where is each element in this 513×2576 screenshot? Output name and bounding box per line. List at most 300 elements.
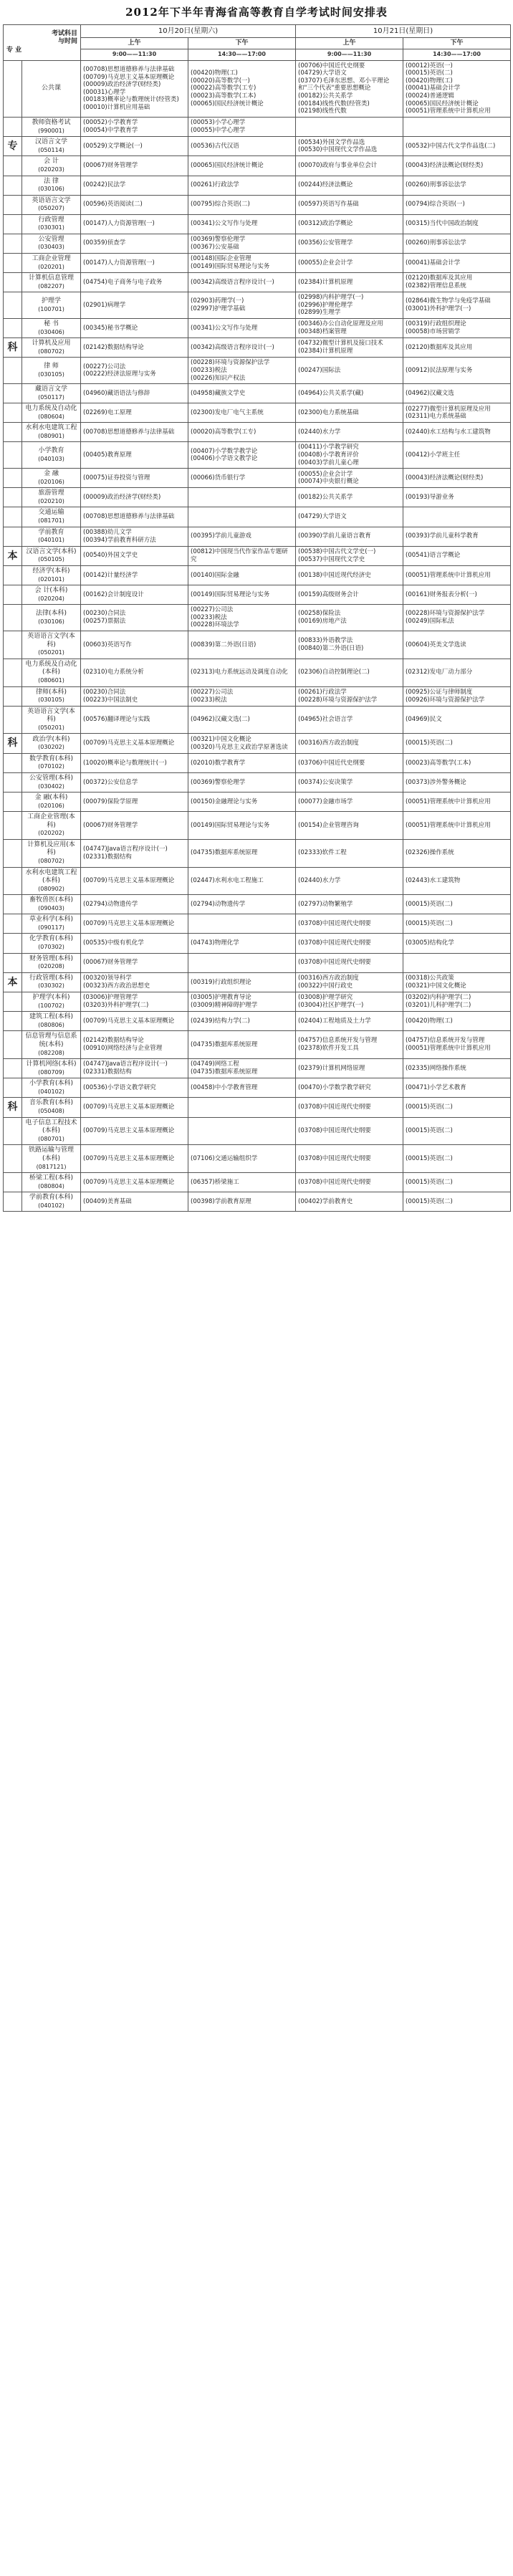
exam-cell-day1-am	[81, 214, 188, 234]
exam-cell-day2-am	[296, 1078, 403, 1098]
major-cell	[22, 318, 81, 337]
exam-cell-day1-pm	[188, 772, 296, 792]
major-name: 汉语言文学(本科)	[26, 547, 77, 555]
exam-course: (06357)桥梁施工	[191, 1178, 239, 1186]
exam-cell-day2-pm	[403, 734, 511, 753]
exam-cell-day2-am	[296, 423, 403, 442]
exam-cell-day2-am	[296, 934, 403, 953]
exam-course: (00015)英语(二)	[406, 1178, 453, 1186]
exam-cell-day1-pm	[188, 272, 296, 292]
level-cell	[4, 1192, 22, 1212]
header-day1: 10月20日(星期六)	[81, 24, 296, 37]
exam-cell-day2-pm	[403, 934, 511, 953]
level-cell	[4, 384, 22, 403]
exam-cell-day2-pm	[403, 546, 511, 565]
exam-course: (02142)数据结构导论	[83, 343, 144, 351]
exam-course: (00142)计量经济学	[83, 571, 138, 579]
exam-course: (04735)数据库系统原理	[191, 1040, 258, 1048]
exam-cell-day1-pm	[188, 117, 296, 136]
header-day1-pm-time: 14:30——17:00	[188, 49, 296, 60]
major-name: 工商企业管理(本科)	[27, 813, 75, 829]
major-cell	[22, 442, 81, 469]
exam-cell-day1-am	[81, 1031, 188, 1059]
major-code: (020101)	[38, 575, 64, 583]
exam-course: (00075)证券投资与管理	[83, 474, 150, 482]
exam-cell-day2-pm	[403, 234, 511, 253]
exam-course: (00161)财务报表分析(一)	[406, 590, 477, 598]
exam-course: (00316)西方政治制度	[298, 975, 359, 982]
level-cell	[4, 953, 22, 972]
document-title: 2012年下半年青海省高等教育自学考试时间安排表	[125, 6, 388, 19]
exam-cell-day2-pm	[403, 686, 511, 706]
exam-course: (00322)中国行政史	[298, 982, 353, 990]
exam-course: (00009)政治经济学(财经类)	[83, 81, 161, 89]
major-name: 会 计(本科)	[34, 587, 68, 595]
exam-cell-day1-am	[81, 253, 188, 272]
exam-course: (00536)古代汉语	[191, 142, 239, 150]
exam-cell-day1-pm	[188, 137, 296, 156]
exam-course: (00925)公证与律师制度	[406, 688, 473, 696]
major-cell	[22, 527, 81, 546]
major-cell	[22, 117, 81, 136]
exam-course: (03708)中国近现代史纲要	[298, 920, 371, 928]
major-cell	[22, 156, 81, 176]
major-name: 交通运输	[38, 509, 64, 517]
exam-course: (00323)西方政治思想史	[83, 982, 150, 990]
exam-cell-day1-am	[81, 772, 188, 792]
exam-cell-day1-am	[81, 686, 188, 706]
exam-course: (02120)数据库及其应用	[406, 343, 473, 351]
exam-cell-day2-pm	[403, 1117, 511, 1145]
table-row	[4, 566, 511, 585]
exam-cell-day2-pm	[403, 1173, 511, 1192]
level-cell	[4, 867, 22, 895]
exam-course: (00226)知识产权法	[191, 374, 246, 382]
exam-course: (03708)中国近现代史纲要	[298, 1154, 371, 1162]
exam-cell-day1-pm	[188, 234, 296, 253]
header-day2-am-time: 9:00——11:30	[296, 49, 403, 60]
major-code: (100702)	[38, 1002, 64, 1009]
major-cell	[22, 1078, 81, 1098]
exam-course: (00024)普通逻辑	[406, 92, 454, 100]
exam-course: (02310)电力系统分析	[83, 669, 144, 676]
exam-course: (00230)合同法	[83, 688, 126, 696]
major-code: (080701)	[38, 1135, 64, 1142]
major-cell	[22, 867, 81, 895]
exam-course: (00228)环境法学	[191, 621, 239, 629]
major-name: 政治学(本科)	[32, 735, 70, 743]
level-cell	[4, 566, 22, 585]
exam-course: (00067)财务管理学	[83, 162, 138, 170]
exam-cell-day1-am	[81, 117, 188, 136]
major-cell	[22, 1031, 81, 1059]
major-name: 会 计	[44, 158, 59, 166]
major-code: (050114)	[38, 146, 64, 153]
exam-cell-day1-pm	[188, 659, 296, 686]
level-cell	[4, 195, 22, 214]
exam-course: (03203)外科护理学(二)	[83, 1002, 149, 1010]
exam-cell-day2-pm	[403, 706, 511, 734]
major-name: 电力系统及自动化	[25, 405, 77, 413]
table-row	[4, 1098, 511, 1117]
exam-course: (00356)公安管理学	[298, 239, 353, 247]
exam-cell-day1-am	[81, 839, 188, 867]
exam-cell-day1-am	[81, 895, 188, 914]
table-row	[4, 156, 511, 176]
exam-course: (03708)中国近现代史纲要	[298, 1103, 371, 1111]
level-label: 科	[7, 341, 18, 353]
major-name: 草业科学(本科)	[29, 916, 74, 924]
table-row	[4, 1058, 511, 1078]
exam-course: (00536)小学语文教学研究	[83, 1083, 156, 1091]
exam-course: (00408)小学教育评价	[298, 451, 359, 459]
exam-course: (00193)导游业务	[406, 494, 454, 502]
table-row	[4, 895, 511, 914]
exam-cell-day1-pm	[188, 867, 296, 895]
exam-cell-day2-am	[296, 253, 403, 272]
major-code: (020210)	[38, 498, 64, 505]
exam-course: (00020)高等数学(工专)	[191, 428, 256, 436]
table-row	[4, 934, 511, 953]
major-code: (030302)	[38, 982, 64, 990]
major-cell	[22, 176, 81, 195]
exam-course: (00067)财务管理学	[83, 959, 138, 967]
exam-course: (00260)刑事诉讼法学	[406, 181, 466, 189]
exam-course: (02312)发电厂动力部分	[406, 669, 473, 676]
major-code: (030106)	[38, 618, 64, 625]
major-code: (030202)	[38, 744, 64, 751]
header-day1-pm: 下午	[188, 37, 296, 49]
major-name: 律 师	[44, 363, 59, 370]
major-code: (082208)	[38, 1049, 64, 1056]
exam-cell-day2-am	[296, 792, 403, 811]
exam-cell-day2-pm	[403, 442, 511, 469]
level-cell	[4, 358, 22, 384]
exam-course: (04732)微型计算机及接口技术	[298, 340, 383, 348]
exam-course: (00812)中国现当代作家作品专题研究	[191, 548, 288, 563]
major-name: 公安管理(本科)	[29, 774, 74, 782]
level-cell	[4, 1012, 22, 1031]
header-day1-am-time: 9:00——11:30	[81, 49, 188, 60]
table-row	[4, 1117, 511, 1145]
level-cell	[4, 1058, 22, 1078]
table-row	[4, 469, 511, 488]
major-name: 金 融	[44, 470, 59, 478]
exam-cell-day2-pm	[403, 1098, 511, 1117]
exam-cell-day2-pm	[403, 631, 511, 659]
exam-cell-day1-pm	[188, 546, 296, 565]
major-code: (050201)	[38, 724, 64, 732]
major-code: (090403)	[38, 905, 64, 912]
exam-course: (00320)领导科学	[83, 975, 132, 982]
exam-course: (00530)中国现代文学作品选	[298, 146, 378, 154]
table-row	[4, 914, 511, 934]
major-code: (070302)	[38, 944, 64, 951]
exam-course: (00316)西方政治制度	[298, 739, 359, 747]
exam-cell-day1-am	[81, 953, 188, 972]
exam-cell-day2-am	[296, 117, 403, 136]
exam-course: (00070)政府与事业单位会计	[298, 162, 378, 170]
major-name: 汉语言文学	[35, 138, 68, 146]
exam-course: (03006)护理管理学	[83, 994, 138, 1002]
exam-course: (00010)计算机应用基础	[83, 104, 150, 112]
major-code: (020106)	[38, 478, 64, 485]
exam-cell-day2-pm	[403, 812, 511, 840]
table-row	[4, 972, 511, 992]
major-code: (030105)	[38, 696, 64, 704]
major-code: (040102)	[38, 1088, 64, 1095]
major-name: 计算机网络(本科)	[26, 1060, 77, 1068]
level-cell	[4, 1078, 22, 1098]
exam-cell-day2-pm	[403, 1058, 511, 1078]
exam-course: (00015)英语(二)	[406, 1103, 453, 1111]
exam-course: (00052)小学教育学	[83, 119, 138, 127]
exam-cell-day1-pm	[188, 895, 296, 914]
exam-cell-day1-am	[81, 137, 188, 156]
exam-cell-day2-am	[296, 488, 403, 507]
exam-course: (04747)Java语言程序设计(一)	[83, 846, 168, 853]
exam-cell-day1-am	[81, 195, 188, 214]
exam-cell-day2-am	[296, 337, 403, 357]
exam-cell-day2-pm	[403, 772, 511, 792]
table-row	[4, 1078, 511, 1098]
exam-cell-day1-pm	[188, 631, 296, 659]
exam-course: (02404)工程地质及土力学	[298, 1017, 371, 1025]
exam-course: (00031)心理学	[83, 88, 126, 96]
exam-cell-day2-am	[296, 1098, 403, 1117]
exam-course: (00015)英语(二)	[406, 1154, 453, 1162]
exam-cell-day1-am	[81, 867, 188, 895]
level-label: 专	[7, 140, 18, 153]
exam-cell-day2-am	[296, 384, 403, 403]
exam-course: (00926)环境与资源保护法学	[406, 696, 485, 704]
exam-cell-day1-pm	[188, 992, 296, 1012]
exam-cell-day2-am	[296, 659, 403, 686]
major-code: (0817121)	[36, 1163, 67, 1170]
exam-course: (00149)国际贸易理论与实务	[191, 821, 270, 829]
major-name: 信息管理与信息系统(本科)	[25, 1033, 77, 1048]
exam-course: (00233)税法	[191, 696, 227, 704]
exam-course: (00342)高级语言程序设计(一)	[191, 278, 274, 286]
exam-cell-day1-am	[81, 605, 188, 631]
level-cell	[4, 234, 22, 253]
exam-course: (00055)中学心理学	[191, 126, 246, 134]
exam-course: (00077)金融市场学	[298, 798, 353, 805]
major-code: (030402)	[38, 782, 64, 790]
schedule-body	[4, 60, 511, 1212]
exam-cell-day2-am	[296, 1058, 403, 1078]
major-name: 旅游管理	[38, 489, 64, 497]
table-row	[4, 1012, 511, 1031]
exam-course: (00051)管理系统中计算机应用	[406, 798, 491, 805]
exam-course: (00372)公安信息学	[83, 778, 138, 786]
major-code: (020202)	[38, 830, 64, 837]
exam-cell-day2-pm	[403, 839, 511, 867]
table-row	[4, 839, 511, 867]
exam-course: (00227)公司法	[191, 606, 234, 614]
exam-course: (02382)管理信息系统	[406, 282, 466, 289]
exam-cell-day2-pm	[403, 1192, 511, 1212]
major-name: 建筑工程(本科)	[29, 1013, 74, 1021]
major-cell	[22, 1173, 81, 1192]
exam-cell-day1-am	[81, 546, 188, 565]
exam-cell-day2-pm	[403, 117, 511, 136]
level-cell	[4, 272, 22, 292]
level-cell	[4, 176, 22, 195]
major-name: 律师(本科)	[35, 688, 67, 696]
level-cell	[4, 1173, 22, 1192]
major-code: (020203)	[38, 166, 64, 173]
exam-cell-day2-am	[296, 992, 403, 1012]
table-row	[4, 176, 511, 195]
exam-course: (04729)大学语文	[298, 513, 347, 521]
exam-course: (00407)小学数学教学论	[191, 447, 258, 455]
exam-course: (00532)中国古代文学作品选(二)	[406, 142, 496, 150]
major-name: 桥梁工程(本科)	[29, 1174, 74, 1182]
exam-course: (00051)管理系统中计算机应用	[406, 107, 491, 115]
exam-course: (00709)马克思主义基本原理概论	[83, 1178, 175, 1186]
exam-course: (00051)管理系统中计算机应用	[406, 1045, 491, 1053]
exam-cell-day1-am	[81, 812, 188, 840]
exam-course: (00260)刑事诉讼法学	[406, 239, 466, 247]
exam-cell-day1-pm	[188, 507, 296, 527]
exam-course: (00055)企业会计学	[298, 470, 353, 478]
exam-course: (00149)国际贸易理论与实务	[191, 262, 270, 270]
exam-course: (00051)管理系统中计算机应用	[406, 571, 491, 579]
exam-cell-day2-pm	[403, 469, 511, 488]
exam-cell-day2-pm	[403, 488, 511, 507]
exam-course: (00054)中学教育学	[83, 126, 138, 134]
exam-cell-day1-am	[81, 60, 188, 117]
exam-cell-day1-am	[81, 527, 188, 546]
level-label: 本	[7, 550, 18, 562]
level-cell	[4, 686, 22, 706]
table-row	[4, 1145, 511, 1173]
table-row	[4, 734, 511, 753]
major-code: (040101)	[38, 537, 64, 544]
exam-course: (02311)电力系统基础	[406, 413, 466, 421]
exam-cell-day2-am	[296, 272, 403, 292]
exam-cell-day1-pm	[188, 176, 296, 195]
major-code: (050117)	[38, 393, 64, 401]
exam-course: (02300)电力系统基础	[298, 408, 359, 416]
major-cell	[22, 839, 81, 867]
exam-course: (00458)中小学教育管理	[191, 1083, 258, 1091]
exam-course: (00406)小学语文教学论	[191, 455, 258, 463]
major-name: 化学教育(本科)	[29, 935, 74, 943]
level-cell	[4, 631, 22, 659]
exam-course: (00015)英语(二)	[406, 901, 453, 909]
exam-course: (03706)中国近代史纲要	[298, 759, 365, 767]
table-row	[4, 137, 511, 156]
exam-course: (00321)中国文化概论	[406, 982, 466, 990]
exam-course: (00342)高级语言程序设计(一)	[191, 343, 274, 351]
table-row	[4, 812, 511, 840]
exam-cell-day1-pm	[188, 403, 296, 423]
table-row	[4, 992, 511, 1012]
level-cell	[4, 469, 22, 488]
exam-course: (00403)学前儿童心理	[298, 459, 359, 466]
exam-course: (00840)第二外语(日语)	[298, 644, 364, 652]
exam-course: (04729)大学语文	[298, 70, 347, 77]
exam-cell-day1-pm	[188, 292, 296, 318]
exam-cell-day1-pm	[188, 839, 296, 867]
exam-course: (00148)国际企业管理	[191, 255, 251, 263]
exam-cell-day1-pm	[188, 214, 296, 234]
major-name: 金 融(本科)	[34, 793, 68, 801]
exam-cell-day2-pm	[403, 423, 511, 442]
exam-course: (02378)软件开发工具	[298, 1045, 359, 1053]
exam-cell-day1-am	[81, 1117, 188, 1145]
major-cell	[22, 934, 81, 953]
exam-cell-day1-am	[81, 706, 188, 734]
exam-course: (00053)小学心理学	[191, 119, 246, 127]
exam-cell-day1-am	[81, 1058, 188, 1078]
table-row	[4, 442, 511, 469]
major-name: 财务管理(本科)	[29, 954, 74, 962]
level-cell	[4, 60, 22, 117]
major-code: (020204)	[38, 595, 64, 602]
table-row	[4, 527, 511, 546]
exam-course: (00227)公司法	[191, 688, 234, 696]
exam-cell-day2-pm	[403, 272, 511, 292]
exam-course: (00258)保险法	[298, 610, 341, 618]
major-code: (050408)	[38, 1107, 64, 1114]
exam-course: (00541)语言学概论	[406, 552, 461, 560]
exam-cell-day1-pm	[188, 318, 296, 337]
exam-course: (03708)中国近现代史纲要	[298, 1178, 371, 1186]
major-code: (081701)	[38, 517, 64, 525]
exam-course: (00471)小学艺术教育	[406, 1083, 466, 1091]
major-cell	[22, 60, 81, 117]
major-name: 数学教育(本科)	[29, 755, 74, 762]
exam-course: (00709)马克思主义基本原理概论	[83, 920, 175, 928]
exam-course: (04757)信息系统开发与管理	[298, 1037, 378, 1045]
exam-course: (00709)马克思主义基本原理概论	[83, 739, 175, 747]
major-cell	[22, 488, 81, 507]
exam-cell-day1-am	[81, 753, 188, 772]
exam-course: (00244)经济法概论	[298, 181, 353, 189]
table-row	[4, 195, 511, 214]
exam-cell-day2-am	[296, 442, 403, 469]
exam-course: (00041)基础会计学	[406, 85, 461, 92]
exam-course: (00015)英语(二)	[406, 1197, 453, 1205]
exam-course: (00420)物理(工)	[191, 70, 238, 77]
exam-cell-day2-am	[296, 507, 403, 527]
major-cell	[22, 895, 81, 914]
exam-course: (00320)马克思主义政治学原著选读	[191, 743, 288, 751]
exam-cell-day2-pm	[403, 1012, 511, 1031]
exam-cell-day1-am	[81, 792, 188, 811]
exam-cell-day2-am	[296, 318, 403, 337]
table-row	[4, 605, 511, 631]
exam-cell-day2-pm	[403, 659, 511, 686]
exam-course: (00341)公文写作与处理	[191, 220, 258, 228]
level-cell	[4, 403, 22, 423]
exam-cell-day2-am	[296, 292, 403, 318]
exam-course: (00065)国民经济统计概论	[191, 100, 264, 107]
exam-cell-day1-am	[81, 156, 188, 176]
major-cell	[22, 992, 81, 1012]
exam-course: (04743)物理化学	[191, 939, 239, 947]
major-code: (080601)	[38, 677, 64, 684]
exam-cell-day2-am	[296, 972, 403, 992]
exam-course: (02306)自动控制理论(二)	[298, 669, 370, 676]
exam-course: (00537)中国现代文学史	[298, 555, 365, 563]
exam-cell-day1-pm	[188, 972, 296, 992]
exam-cell-day2-am	[296, 895, 403, 914]
exam-cell-day2-am	[296, 403, 403, 423]
